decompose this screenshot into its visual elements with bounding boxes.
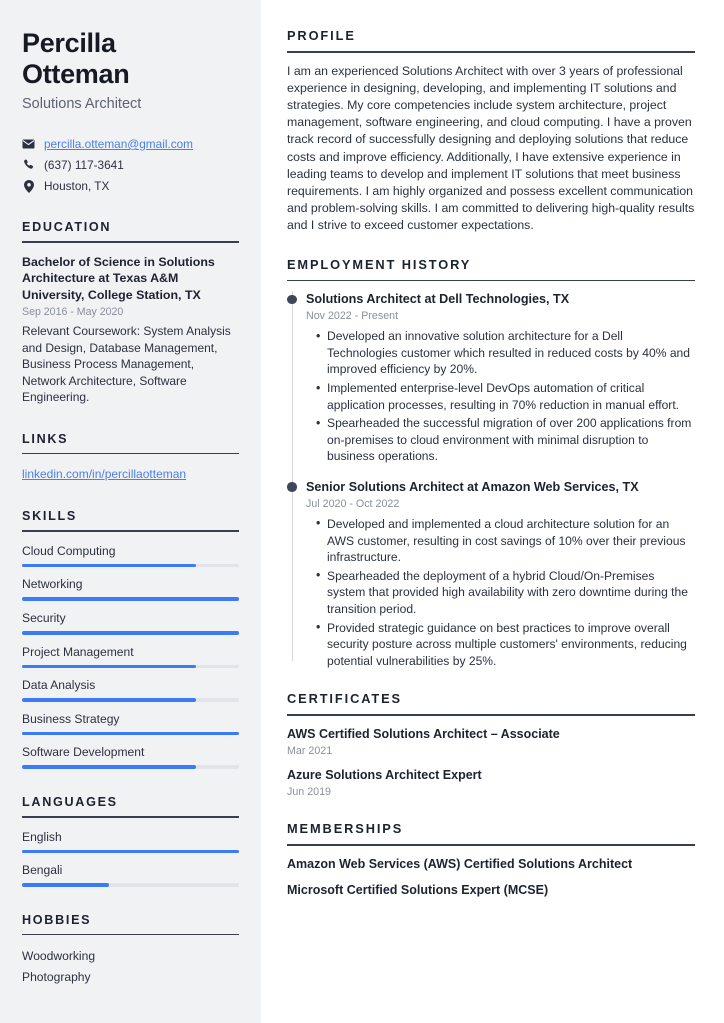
candidate-job-title: Solutions Architect	[22, 96, 142, 112]
language-bar-fill	[22, 883, 109, 887]
employment-bullet: • Spearheaded the deployment of a hybrid Cloud/On-Premises system that provided high availability with zero downtime during the transition period.	[327, 568, 695, 618]
profile-heading: PROFILE	[287, 28, 356, 43]
skill-bar-track	[22, 698, 239, 702]
languages-heading: LANGUAGES	[22, 794, 118, 809]
skill-bar-fill	[22, 765, 196, 769]
employment-bullet: • Developed and implemented a cloud architecture solution for an AWS customer, resulting in cost savings of 10% over their previous infrastructure.	[327, 516, 695, 566]
membership-item: Microsoft Certified Solutions Expert (MCSE)	[287, 882, 549, 897]
links-divider	[22, 453, 239, 455]
skill-bar-fill	[22, 564, 196, 568]
skill-label: Data Analysis	[22, 678, 96, 693]
certificate-title: AWS Certified Solutions Architect – Associate	[287, 726, 560, 741]
hobby-item: Woodworking	[22, 949, 96, 964]
skill-bar-track	[22, 597, 239, 601]
certificate-title: Azure Solutions Architect Expert	[287, 767, 482, 782]
memberships-list	[287, 856, 695, 899]
employment-heading: EMPLOYMENT HISTORY	[287, 256, 472, 272]
skill-label: Cloud Computing	[22, 543, 116, 558]
skill-label: Software Development	[22, 745, 145, 760]
education-divider	[22, 241, 239, 243]
memberships-divider	[287, 844, 695, 846]
contact-location-text: Houston, TX	[44, 179, 110, 193]
education-date: Sep 2016 - May 2020	[22, 306, 124, 319]
section-education	[22, 220, 239, 406]
skill-label: Business Strategy	[22, 711, 120, 726]
map-pin-icon	[22, 180, 35, 193]
certificate-date: Mar 2021	[287, 744, 333, 757]
skill-label: Security	[22, 610, 66, 625]
hobbies-divider	[22, 934, 239, 936]
skill-label: Project Management	[22, 644, 134, 659]
phone-icon	[22, 159, 35, 171]
skill-bar-track	[22, 631, 239, 635]
language-item	[22, 829, 239, 854]
education-degree: Bachelor of Science in Solutions Architecture at Texas A&M University, College Station, TX	[22, 254, 215, 302]
contact-list	[22, 136, 239, 194]
hobbies-list	[22, 946, 239, 988]
section-links	[22, 432, 239, 484]
skill-bar-track	[22, 732, 239, 736]
employment-bullets	[306, 516, 695, 669]
section-skills	[22, 509, 239, 769]
hobby-item: Photography	[22, 970, 91, 985]
contact-email[interactable]	[22, 136, 239, 152]
contact-email-text[interactable]: percilla.otteman@gmail.com	[44, 137, 194, 151]
language-bar-track	[22, 883, 239, 887]
employment-bullet: • Spearheaded the successful migration of over 200 applications from on-premises to cloud environment with minimal disruption to business operations.	[327, 415, 695, 465]
sidebar	[0, 0, 261, 1023]
contact-phone-text: (637) 117-3641	[44, 158, 124, 172]
timeline-dot-icon	[287, 482, 297, 492]
profile-divider	[287, 51, 695, 53]
name-block	[22, 28, 239, 114]
skill-item	[22, 744, 239, 769]
skill-bar-track	[22, 564, 239, 568]
skill-bar-fill	[22, 631, 239, 635]
employment-bullets	[306, 328, 695, 465]
skills-divider	[22, 530, 239, 532]
skills-list	[22, 543, 239, 769]
language-label: Bengali	[22, 863, 63, 878]
employment-bullet: • Implemented enterprise-level DevOps automation of critical application processes, resulting in 70% reduction in manual effort.	[327, 380, 695, 413]
employment-title: Solutions Architect at Dell Technologies, TX	[306, 292, 570, 307]
employment-date: Jul 2020 - Oct 2022	[306, 497, 400, 510]
candidate-name-line1: Percilla	[22, 28, 116, 58]
section-employment	[287, 257, 695, 670]
section-languages	[22, 795, 239, 887]
candidate-name-line2: Otteman	[22, 59, 130, 89]
education-description: Relevant Coursework: System Analysis and Design, Database Management, Business Process Management, Network Architecture, Software Engineering.	[22, 324, 231, 405]
certificates-divider	[287, 714, 695, 716]
certificates-list	[287, 726, 695, 799]
skill-bar-fill	[22, 665, 196, 669]
skill-bar-track	[22, 665, 239, 669]
skill-label: Networking	[22, 577, 83, 592]
skill-bar-track	[22, 765, 239, 769]
certificate-item	[287, 726, 695, 758]
skill-item	[22, 644, 239, 669]
employment-bullet: • Provided strategic guidance on best practices to improve overall security posture across multiple customers' environments, reducing potential vulnerabilities by 25%.	[327, 620, 695, 670]
skill-item	[22, 576, 239, 601]
links-heading: LINKS	[22, 431, 69, 446]
section-profile	[287, 28, 695, 235]
main-content	[261, 0, 724, 1023]
skill-bar-fill	[22, 698, 196, 702]
employment-entry	[306, 291, 695, 465]
employment-bullet: • Developed an innovative solution architecture for a Dell Technologies customer which resulted in reduced costs by 40% and improved efficiency by 20%.	[327, 328, 695, 378]
education-entry	[22, 254, 239, 406]
link-linkedin[interactable]: linkedin.com/in/percillaotteman	[22, 467, 187, 482]
contact-location	[22, 178, 239, 194]
certificate-date: Jun 2019	[287, 785, 331, 798]
language-label: English	[22, 829, 62, 844]
education-heading: EDUCATION	[22, 220, 112, 234]
language-bar-track	[22, 850, 239, 854]
skill-bar-fill	[22, 597, 239, 601]
employment-timeline	[287, 291, 695, 669]
skills-heading: SKILLS	[22, 509, 77, 524]
skill-item	[22, 610, 239, 635]
languages-divider	[22, 816, 239, 818]
contact-phone[interactable]	[22, 157, 239, 173]
certificates-heading: CERTIFICATES	[287, 691, 402, 707]
certificate-item	[287, 767, 695, 799]
section-hobbies	[22, 913, 239, 989]
employment-divider	[287, 280, 695, 282]
language-bar-fill	[22, 850, 239, 854]
skill-bar-fill	[22, 732, 239, 736]
language-item	[22, 862, 239, 887]
profile-text: I am an experienced Solutions Architect with over 3 years of professional experience in designing, developing, and implementing IT solutions and strategies. My core competencies include system architecture, project management, software engineering, and cloud computing. I have a proven track record of successfully designing and deploying solutions that reduce costs and improve efficiency. Additionally, I have extensive experience in leading teams to develop and implement IT solutions that meet business requirements. I am highly organized and possess excellent communication and problem-solving skills. I am committed to delivering high-quality results and I strive to exceed customer expectations.	[287, 63, 695, 233]
employment-title: Senior Solutions Architect at Amazon Web Services, TX	[306, 479, 639, 494]
skill-item	[22, 543, 239, 568]
skill-item	[22, 677, 239, 702]
envelope-icon	[22, 139, 35, 149]
employment-date: Nov 2022 - Present	[306, 310, 399, 323]
languages-list	[22, 829, 239, 887]
memberships-heading: MEMBERSHIPS	[287, 820, 404, 836]
employment-entry	[306, 479, 695, 669]
section-certificates	[287, 691, 695, 799]
section-memberships	[287, 821, 695, 899]
hobbies-heading: HOBBIES	[22, 912, 92, 927]
skill-item	[22, 711, 239, 736]
timeline-dot-icon	[287, 295, 297, 305]
membership-item: Amazon Web Services (AWS) Certified Solutions Architect	[287, 856, 633, 871]
